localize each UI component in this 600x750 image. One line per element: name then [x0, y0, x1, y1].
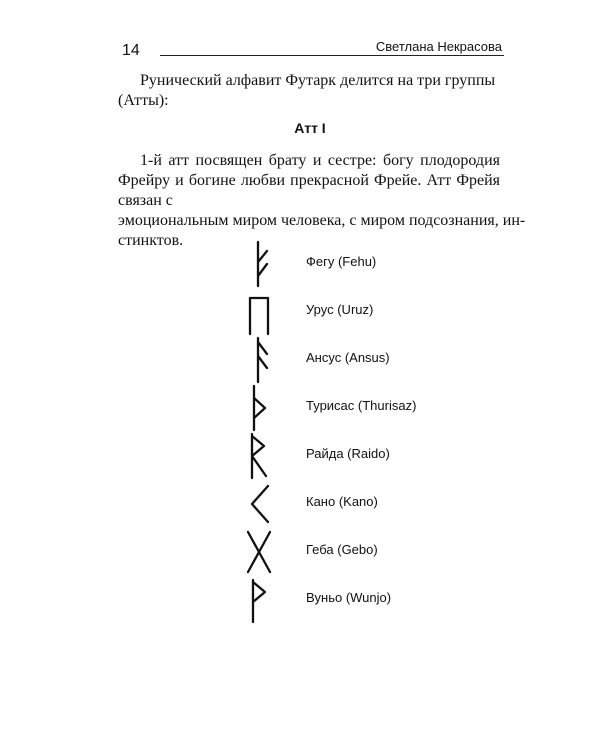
page-header	[118, 40, 504, 64]
rune-row	[238, 528, 458, 576]
section-paragraph	[118, 151, 526, 251]
section-text: 1-й атт посвящен брату и сестре: богу плодородия Фрейру и богине любви прекрасной Фрейе. Атт Фрейя связан с	[118, 152, 500, 209]
rune-row	[238, 432, 458, 480]
section-heading: Атт I	[294, 120, 326, 136]
intro-line-2: (Атты):	[118, 92, 169, 109]
rune-row	[238, 240, 458, 288]
rune-name: Кано (Kano)	[306, 494, 378, 509]
rune-name: Турисас (Thurisaz)	[306, 398, 417, 413]
running-head-author: Светлана Некрасова	[375, 39, 502, 54]
rune-name: Ансус (Ansus)	[306, 350, 390, 365]
thurisaz-rune-icon	[238, 384, 278, 432]
intro-paragraph	[118, 71, 500, 111]
rune-name: Урус (Uruz)	[306, 302, 374, 317]
rune-row	[238, 288, 458, 336]
rune-name: Геба (Gebo)	[306, 542, 378, 557]
ansuz-rune-icon	[238, 336, 278, 384]
section-line-3: эмоциональным миром человека, с миром подсознания, ин-	[118, 212, 526, 229]
rune-row	[238, 480, 458, 528]
section-line-4: стинктов.	[118, 232, 184, 249]
uruz-rune-icon	[238, 288, 278, 336]
kano-rune-icon	[238, 480, 278, 528]
fehu-rune-icon	[238, 240, 278, 288]
rune-row	[238, 576, 458, 624]
rune-row	[238, 336, 458, 384]
header-rule	[160, 55, 504, 56]
rune-name: Фегу (Fehu)	[306, 254, 377, 269]
rune-name: Вуньо (Wunjo)	[306, 590, 392, 605]
rune-name: Райда (Raido)	[306, 446, 390, 461]
gebo-rune-icon	[238, 528, 278, 576]
intro-line-1: Рунический алфавит Футарк делится на три группы	[140, 72, 496, 89]
raido-rune-icon	[238, 432, 278, 480]
rune-list	[238, 240, 458, 640]
wunjo-rune-icon	[238, 576, 278, 624]
page-number: 14	[122, 42, 140, 59]
rune-row	[238, 384, 458, 432]
